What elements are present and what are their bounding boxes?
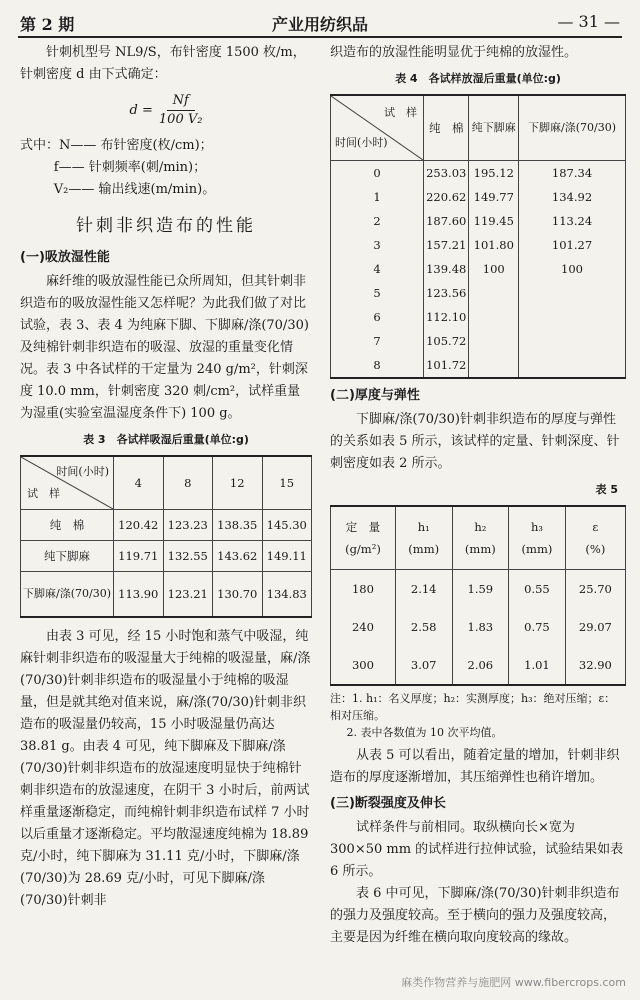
table4-cell: 149.77 xyxy=(469,185,519,209)
formula-lhs: d = xyxy=(129,102,153,118)
table4-cell: 139.48 xyxy=(424,257,469,281)
table4-time: 8 xyxy=(331,353,424,378)
formula-numerator: Nf xyxy=(167,92,195,111)
table5-header: h₂ (mm) xyxy=(452,506,509,570)
table3-cell: 123.21 xyxy=(163,572,213,618)
table4-time: 5 xyxy=(331,281,424,305)
elasticity-paragraph: 从表 5 可以看出，随着定量的增加，针刺非织造布的厚度逐渐增加，其压缩弹性也稍许增加。 xyxy=(330,748,620,785)
table3-cell: 130.70 xyxy=(213,572,263,618)
table5 xyxy=(330,505,626,686)
def-f: f—— 针刺频率(刺/min)； xyxy=(53,160,207,175)
table5-header: h₁ (mm) xyxy=(395,506,452,570)
table4-cell: 105.72 xyxy=(424,329,469,353)
formula-definitions xyxy=(20,135,312,201)
table3-cell: 132.55 xyxy=(163,541,213,572)
table3-corner xyxy=(21,456,114,510)
table4-cell: 100 xyxy=(519,257,626,281)
table5-header: ε (%) xyxy=(565,506,625,570)
table4-caption: 表 4 各试样放湿后重量(单位:g) xyxy=(395,72,561,85)
table-row: 300 3.07 2.06 1.01 32.90 xyxy=(331,646,626,685)
def-v2: V₂—— 输出线速(m/min)。 xyxy=(53,182,216,197)
table3-corner-time: 时间(小时) xyxy=(56,465,109,478)
issue-number: 第 2 期 xyxy=(20,15,75,34)
density-formula xyxy=(20,92,312,129)
table3-cell: 113.90 xyxy=(114,572,164,618)
table4-cell: 187.60 xyxy=(424,209,469,233)
continuation-text: 织造布的放湿性能明显优于纯棉的放湿性。 xyxy=(330,45,578,60)
table-row xyxy=(21,572,312,618)
strength-paragraph: 试样条件与前相同。取纵横向长×宽为 300×50 mm 的试样进行拉伸试验，试验结果如表 6 所示。 xyxy=(330,820,624,879)
table4-cell: 123.56 xyxy=(424,281,469,305)
table4-cell: 112.10 xyxy=(424,305,469,329)
table4-cell: 119.45 xyxy=(469,209,519,233)
table3-row-name: 下脚麻/涤(70/30) xyxy=(21,572,114,618)
table3-col: 12 xyxy=(213,456,263,510)
page-header xyxy=(18,8,622,38)
table4-cell: 134.92 xyxy=(519,185,626,209)
table4-cell: 187.34 xyxy=(519,161,626,186)
table3-cell: 123.23 xyxy=(163,510,213,541)
table4-time: 6 xyxy=(331,305,424,329)
heading-moisture: (一)吸放湿性能 xyxy=(20,250,110,265)
table3-cell: 120.42 xyxy=(114,510,164,541)
table5-note-2: 2. 表中各数值为 10 次平均值。 xyxy=(346,726,503,739)
def-n: 式中：N—— 布针密度(枚/cm)； xyxy=(20,138,213,153)
table3-col: 15 xyxy=(262,456,312,510)
table5-note-1: 注：1. h₁：名义厚度；h₂：实测厚度；h₃：绝对压缩；ε：相对压缩。 xyxy=(330,692,616,722)
table4-cell: 101.80 xyxy=(469,233,519,257)
left-column xyxy=(20,42,312,912)
table3-cell: 149.11 xyxy=(262,541,312,572)
right-column xyxy=(330,42,626,949)
table4-time: 0 xyxy=(331,161,424,186)
table4-corner xyxy=(331,95,424,161)
table4-col: 纯 棉 xyxy=(424,95,469,161)
thickness-paragraph: 下脚麻/涤(70/30)针刺非织造布的厚度与弹性的关系如表 5 所示，该试样的定量、针刺深度、针刺密度如表 2 所示。 xyxy=(330,412,620,471)
table-row xyxy=(21,541,312,572)
table3-row-name: 纯下脚麻 xyxy=(21,541,114,572)
table3-cell: 134.83 xyxy=(262,572,312,618)
table3-col: 4 xyxy=(114,456,164,510)
table4-cell: 220.62 xyxy=(424,185,469,209)
moisture-paragraph: 麻纤维的吸放湿性能已众所周知，但其针刺非织造布的吸放湿性能又怎样呢？为此我们做了对比试验，表 3、表 4 为纯麻下脚、下脚麻/涤(70/30)及纯棉针刺非织造布的吸湿、放湿的重量变化情况。表 3 中各试样的干定量为 240 g/m²，针刺深度 10.0 mm，针刺密度 320 刺/cm²，试样重量为湿重(实验室温湿度条件下) 100 g。 xyxy=(20,274,309,421)
table4-corner-sample: 试 样 xyxy=(384,106,417,119)
table-row: 180 2.14 1.59 0.55 25.70 xyxy=(331,570,626,609)
table4-cell: 100 xyxy=(469,257,519,281)
table3-cell: 138.35 xyxy=(213,510,263,541)
table5-caption: 表 5 xyxy=(595,483,618,496)
strength-analysis: 表 6 中可见，下脚麻/涤(70/30)针刺非织造布的强力及强度较高。至于横向的强力及强度较高，主要是因为纤维在横向取向度较高的缘故。 xyxy=(330,886,620,945)
formula-denominator: 100 V₂ xyxy=(158,112,203,127)
heading-strength: (三)断裂强度及伸长 xyxy=(330,796,446,811)
table4-col: 下脚麻/涤(70/30) xyxy=(519,95,626,161)
table3-row-name: 纯 棉 xyxy=(21,510,114,541)
analysis-paragraph: 由表 3 可见，经 15 小时饱和蒸气中吸湿，纯麻针刺非织造布的吸湿量大于纯棉的吸湿量，麻/涤(70/30)针刺非织造布的吸湿量小于纯棉的吸湿量，但是就其绝对值来说，麻/涤(70/30)针刺非织造布的吸湿量仍较高，15 小时吸湿量仍高达 38.81 g。由表 4 可见，纯下脚麻及下脚麻/涤(70/30)针刺非织造布的放湿速度明显快于纯棉针刺非织造布的放湿速度，在阴干 3 小时后，前两试样重量逐渐稳定，而纯棉针刺非织造布试样 7 小时以后重量才逐渐稳定。平均散湿速度纯棉为 18.89 克/小时，纯下脚麻为 31.11 克/小时，下脚麻/涤(70/30)为 28.69 克/小时，可见下脚麻/涤(70/30)针刺非 xyxy=(20,629,311,908)
table5-header: h₃ (mm) xyxy=(509,506,566,570)
table3-cell: 145.30 xyxy=(262,510,312,541)
section-title: 针刺非织造布的性能 xyxy=(76,216,256,236)
journal-name: 产业用纺织品 xyxy=(271,15,368,34)
table-row xyxy=(21,510,312,541)
table4-cell: 195.12 xyxy=(469,161,519,186)
table4-cell: 157.21 xyxy=(424,233,469,257)
table5-header: 定 量 (g/m²) xyxy=(331,506,396,570)
table4-cell: 101.27 xyxy=(519,233,626,257)
table4-cell: 101.72 xyxy=(424,353,469,378)
table3 xyxy=(20,455,312,618)
table4-cell: 113.24 xyxy=(519,209,626,233)
table4-time: 1 xyxy=(331,185,424,209)
watermark: 麻类作物营养与施肥网 www.fibercrops.com xyxy=(401,976,626,989)
table4-cell: 253.03 xyxy=(424,161,469,186)
table4 xyxy=(330,94,626,379)
table4-col: 纯下脚麻 xyxy=(469,95,519,161)
machine-paragraph: 针刺机型号 NL9/S，布针密度 1500 枚/m，针刺密度 d 由下式确定： xyxy=(20,45,306,82)
table4-time: 2 xyxy=(331,209,424,233)
table4-time: 3 xyxy=(331,233,424,257)
table3-cell: 119.71 xyxy=(114,541,164,572)
table3-cell: 143.62 xyxy=(213,541,263,572)
heading-thickness: (二)厚度与弹性 xyxy=(330,388,420,403)
table4-corner-time: 时间(小时) xyxy=(335,136,388,149)
table3-col: 8 xyxy=(163,456,213,510)
table4-time: 7 xyxy=(331,329,424,353)
table-row: 240 2.58 1.83 0.75 29.07 xyxy=(331,608,626,646)
table3-caption: 表 3 各试样吸湿后重量(单位:g) xyxy=(83,433,249,446)
page-number: — 31 — xyxy=(557,12,620,31)
table3-corner-sample: 试 样 xyxy=(27,487,60,500)
table4-time: 4 xyxy=(331,257,424,281)
